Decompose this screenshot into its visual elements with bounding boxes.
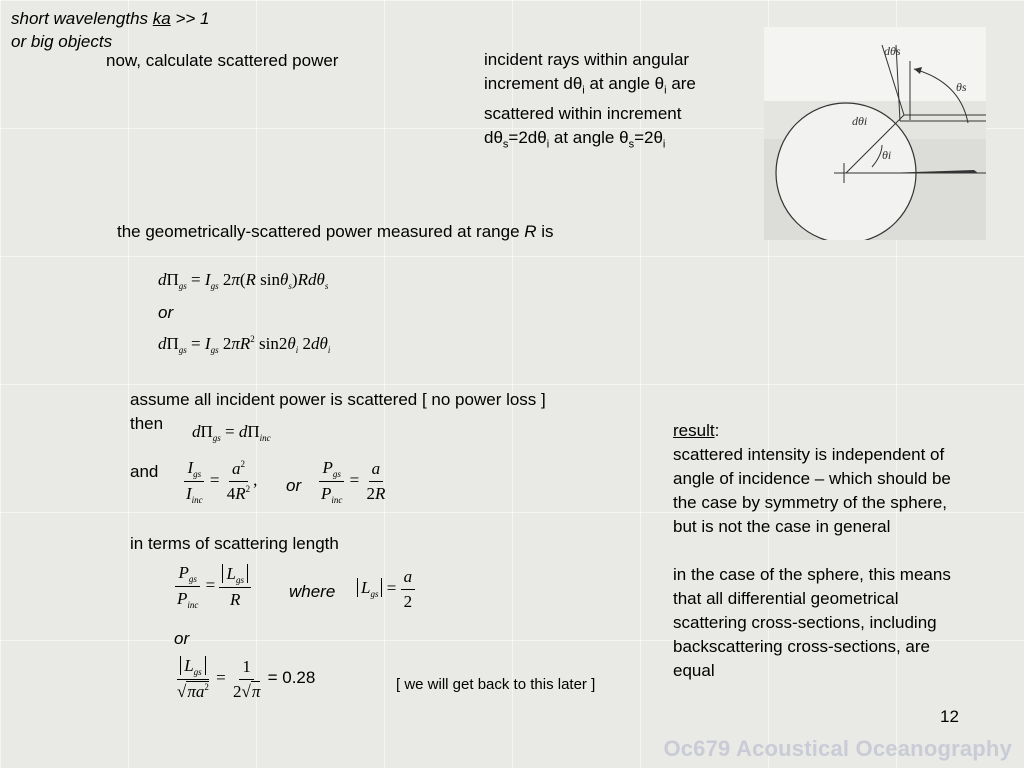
slide-subheading: or big objects: [11, 32, 113, 51]
sphere-scattering-diagram: [764, 27, 986, 240]
equation-power-balance: $d\Pi_{gs} = d\Pi_{inc}$: [192, 422, 271, 443]
heading-ka: ka: [152, 9, 171, 28]
then-label: then: [130, 414, 164, 433]
heading-prefix: short wavelengths: [11, 9, 153, 28]
assume-text: assume all incident power is scattered [ no power loss ]: [130, 390, 546, 409]
scattering-length-label: in terms of scattering length: [130, 534, 339, 553]
and-label: and: [130, 462, 159, 481]
result-line: scattered intensity is independent of: [673, 445, 945, 464]
normalized-length-value: = 0.28: [267, 667, 316, 687]
course-footer: Oc679 Acoustical Oceanography: [663, 736, 1012, 761]
equation-Lgs-definition: $L_{gs}$ = $\frac{a}{2}$: [357, 567, 415, 612]
or-label-3: or: [174, 629, 190, 648]
where-label: where: [289, 582, 336, 601]
geometric-power-text: the geometrically-scattered power measured at range R is: [117, 222, 554, 241]
equation-dPi-gs-2: $d\Pi_{gs} = I_{gs}$ $2\pi R^2$ $\sin 2\theta_i$ $2d\theta_i$: [158, 334, 331, 355]
result-line: but is not the case in general: [673, 517, 891, 536]
equation-dPi-gs-1: $d\Pi_{gs} = I_{gs}$ 2π(R sinθ$_s$)Rdθ$_s$: [158, 270, 329, 291]
incident-line-4: $d\theta_s=2d\theta_i$ at angle $\theta_s=2\theta_i$: [484, 128, 666, 151]
result-line: angle of incidence – which should be: [673, 469, 951, 488]
sphere-diagram-svg: [764, 27, 986, 240]
sphere-line: that all differential geometrical: [673, 589, 899, 608]
theta-i-label: θi: [882, 148, 892, 162]
theta-s-label: θs: [956, 80, 967, 94]
incident-line-3: scattered within increment: [484, 104, 682, 124]
slide-heading: [11, 9, 209, 29]
result-heading: result:: [673, 421, 720, 440]
or-label-1: or: [158, 303, 174, 322]
result-block: [673, 419, 951, 539]
sphere-line: backscattering cross-sections, are: [673, 637, 930, 656]
later-note: [ we will get back to this later ]: [396, 676, 596, 693]
or-label-2: or: [286, 476, 302, 495]
incident-paragraph: [484, 48, 696, 157]
incident-line-2: increment $d\theta_i$ at angle $\theta_i$ are: [484, 74, 696, 97]
equation-intensity-ratio: $\frac{I_{gs}}{I_{inc}}$ = $\frac{a^2}{4R^2}$ ,: [186, 458, 258, 505]
equation-normalized-length: $\frac{L_{gs}}{√\pi a^2}$ = $\frac{1}{2√\pi}$ = 0.28: [177, 656, 316, 701]
dtheta-i-label: dθi: [852, 114, 868, 128]
dtheta-s-label: dθs: [884, 44, 901, 58]
incident-line-1: incident rays within angular: [484, 50, 690, 69]
sphere-line: scattering cross-sections, including: [673, 613, 937, 632]
sphere-line: equal: [673, 661, 715, 680]
page-number: 12: [940, 707, 959, 726]
result-line: the case by symmetry of the sphere,: [673, 493, 948, 512]
heading-rest: >> 1: [170, 9, 210, 28]
equation-scattering-length: $\frac{P_{gs}}{P_{inc}}$ = $\frac{L_{gs}}{R}$: [174, 563, 251, 610]
sphere-conclusion: [673, 563, 951, 683]
intro-text: now, calculate scattered power: [106, 51, 339, 70]
equation-power-ratio: $\frac{P_{gs}}{P_{inc}}$ = $\frac{a}{2R}$: [321, 458, 386, 505]
sphere-line: in the case of the sphere, this means: [673, 565, 951, 584]
